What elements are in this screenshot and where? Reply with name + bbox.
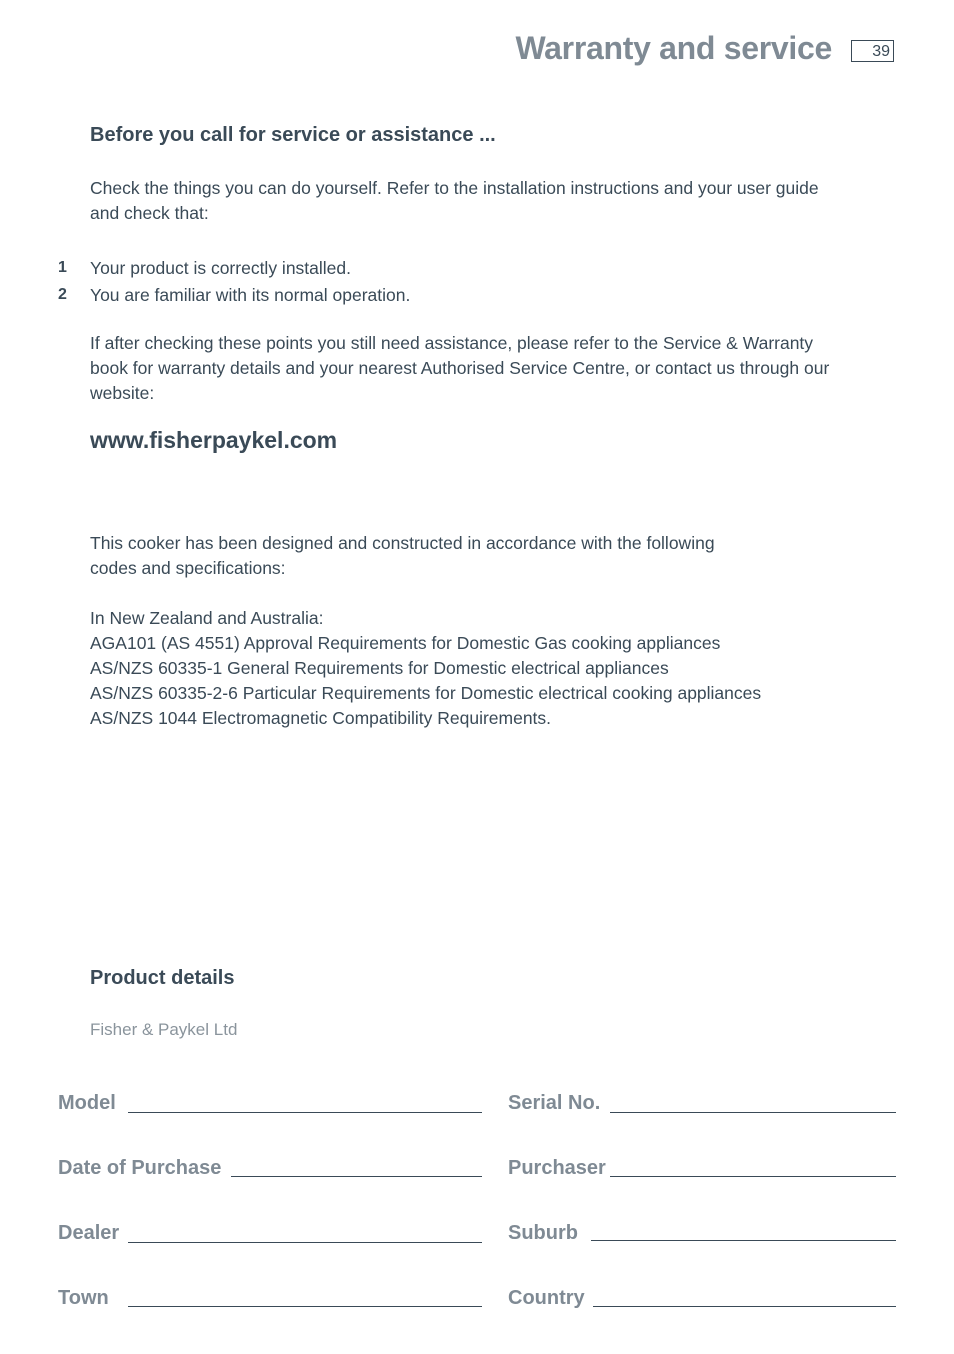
dealer-label: Dealer (58, 1222, 120, 1244)
page-number: 39 (851, 40, 894, 62)
date-of-purchase-field[interactable] (231, 1176, 482, 1177)
standard-item: AS/NZS 1044 Electromagnetic Compatibility Requirements. (90, 708, 552, 728)
country-label: Country (508, 1287, 585, 1309)
service-followup-line: If after checking these points you still need assistance, please refer to the Service & Warranty (90, 333, 814, 353)
service-heading: Before you call for service or assistance ... (90, 124, 496, 146)
model-field[interactable] (128, 1112, 482, 1113)
standard-item: AGA101 (AS 4551) Approval Requirements for Domestic Gas cooking appliances (90, 633, 721, 653)
service-intro-line: and check that: (90, 203, 209, 223)
checklist-number: 2 (58, 286, 67, 303)
checklist-item: Your product is correctly installed. (90, 258, 352, 278)
model-label: Model (58, 1092, 116, 1114)
serial-no-label: Serial No. (508, 1092, 601, 1114)
town-label: Town (58, 1287, 109, 1309)
compliance-region: In New Zealand and Australia: (90, 608, 324, 628)
serial-no-field[interactable] (610, 1112, 896, 1113)
town-field[interactable] (128, 1306, 482, 1307)
compliance-text (90, 531, 761, 731)
dealer-field[interactable] (128, 1242, 482, 1243)
service-followup-line: book for warranty details and your nearest Authorised Service Centre, or contact us through our (90, 358, 830, 378)
service-followup-line: website: (90, 383, 155, 403)
service-intro (90, 176, 819, 226)
checklist-item: You are familiar with its normal operation. (90, 285, 411, 305)
service-followup (90, 331, 829, 406)
date-of-purchase-label: Date of Purchase (58, 1157, 222, 1179)
purchaser-field[interactable] (610, 1176, 896, 1177)
country-field[interactable] (593, 1306, 896, 1307)
product-details-heading: Product details (90, 967, 235, 989)
suburb-label: Suburb (508, 1222, 578, 1244)
checklist-number: 1 (58, 259, 67, 276)
compliance-line: codes and specifications: (90, 558, 286, 578)
compliance-line: This cooker has been designed and constructed in accordance with the following (90, 533, 715, 553)
suburb-field[interactable] (591, 1240, 896, 1241)
standard-item: AS/NZS 60335-2-6 Particular Requirements for Domestic electrical cooking appliances (90, 683, 762, 703)
service-intro-line: Check the things you can do yourself. Refer to the installation instructions and your user guide (90, 178, 819, 198)
purchaser-label: Purchaser (508, 1157, 606, 1179)
website-link[interactable]: www.fisherpaykel.com (90, 427, 338, 453)
page-title: Warranty and service (515, 30, 832, 66)
company-name: Fisher & Paykel Ltd (90, 1020, 238, 1039)
standard-item: AS/NZS 60335-1 General Requirements for Domestic electrical appliances (90, 658, 669, 678)
